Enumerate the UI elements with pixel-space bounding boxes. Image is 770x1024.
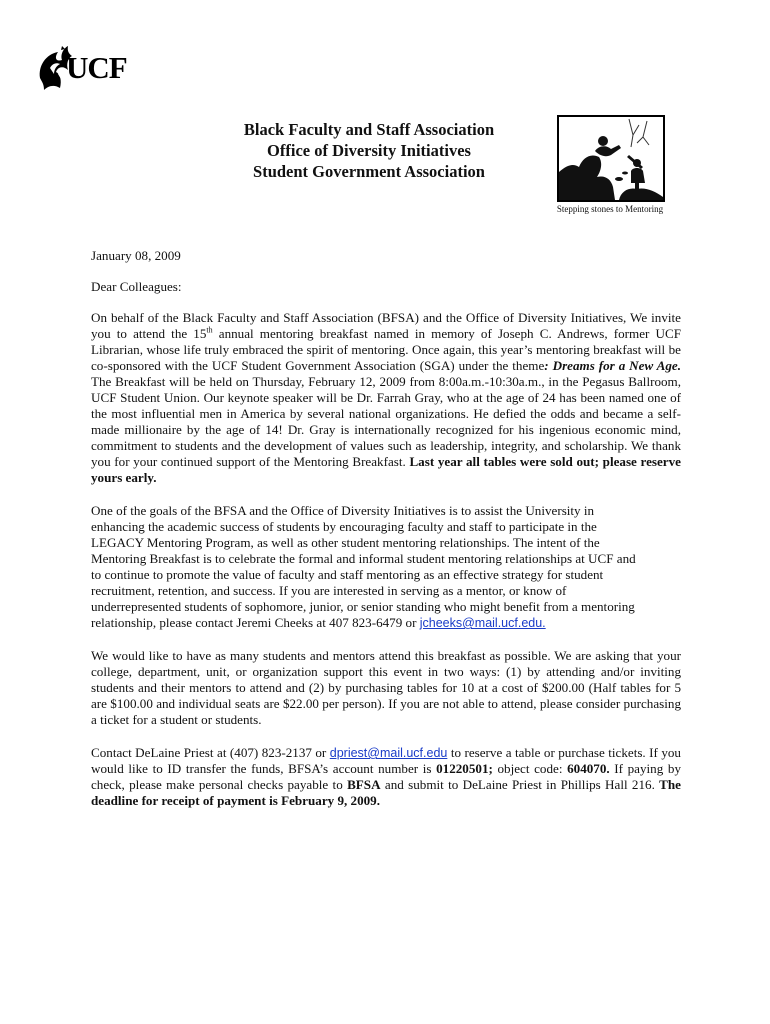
p1-text-c: The Breakfast will be held on Thursday, February 12, 2009 from 8:00a.m.-10:30a.m., in the Pegasus Ballroom, UCF Student Union. Our keynote speaker will be Dr. Farrah Gray, who at the age of 24 has been named one of the most influential men in America by several national organizations. He defied the odds and became a self-made millionaire by the age of 14! Dr. Gray is internationally recognized for his ingenious economic mind, commitment to students and the development of values such as leadership, integrity, and scholarship. We thank you for your continued support of the Mentoring Breakfast. — [91, 374, 681, 469]
event-theme: Dreams for a New Age. — [552, 358, 682, 373]
letterhead — [200, 119, 538, 182]
p2-line-3: LEGACY Mentoring Program, as well as other student mentoring relationships. The intent of the — [91, 535, 600, 550]
illustration-caption: Stepping stones to Mentoring — [556, 204, 664, 214]
p4-text-c: object code: — [492, 761, 568, 776]
p2-line-6: recruitment, retention, and success. If you are interested in serving as a mentor, or know of — [91, 583, 567, 598]
p2-line-8: relationship, please contact Jeremi Cheeks at 407 823-6479 or — [91, 615, 420, 630]
header-line-bfsa: Black Faculty and Staff Association — [243, 120, 495, 139]
p4-text-e: and submit to DeLaine Priest in Phillips Hall 216. — [380, 777, 660, 792]
paragraph-goals — [91, 503, 681, 631]
letter-greeting: Dear Colleagues: — [91, 279, 182, 294]
p2-line-5: to continue to promote the value of faculty and staff mentoring as an effective strategy for student — [91, 567, 604, 582]
mentoring-illustration — [557, 115, 665, 202]
account-number: 01220501; — [436, 761, 493, 776]
p1-text-a: On behalf of the Black Faculty and Staff Association (BFSA) and the Office of Diversity Initiatives, We invite you to attend the 15 — [91, 310, 681, 341]
p2-line-7: underrepresented students of sophomore, junior, or senior standing who might benefit from a mentoring — [91, 599, 635, 614]
stepping-stones-image — [559, 117, 663, 200]
paragraph-contact — [91, 745, 681, 809]
p4-text-d: If paying by check, please make personal checks payable to — [91, 761, 681, 792]
payee-name: BFSA — [347, 777, 381, 792]
object-code: 604070. — [567, 761, 610, 776]
dpriest-email-link[interactable]: dpriest@mail.ucf.edu — [329, 746, 448, 760]
p4-text-b: to reserve a table or purchase tickets. If you would like to ID transfer the funds, BFSA’s account number is — [91, 745, 681, 776]
sold-out-notice: Last year all tables were sold out; please reserve yours early. — [91, 454, 681, 485]
p1-colon: : — [544, 358, 549, 373]
p2-line-2: enhancing the academic success of students by encouraging faculty and staff to participate in the — [91, 519, 597, 534]
jcheeks-email-link[interactable]: jcheeks@mail.ucf.edu. — [419, 616, 546, 630]
letter-date: January 08, 2009 — [91, 248, 181, 263]
header-line-diversity: Office of Diversity Initiatives — [267, 141, 471, 160]
p4-text-a: Contact DeLaine Priest at (407) 823-2137 or — [91, 745, 330, 760]
letter-body — [91, 248, 681, 826]
p2-line-4: Mentoring Breakfast is to celebrate the formal and informal student mentoring relationships at UCF and — [91, 551, 636, 566]
p1-superscript: th — [206, 325, 213, 335]
paragraph-invitation — [91, 310, 681, 486]
header-line-sga: Student Government Association — [253, 162, 485, 181]
paragraph-support: We would like to have as many students and mentors attend this breakfast as possible. We are asking that your college, department, unit, or organization support this event in two ways: (1) by attending and/or inviting students and their mentors to attend and (2) by purchasing tables for 10 at a cost of $200.00 (Half tables for 5 are $100.00 and individual seats are $22.00 per person). If you are not able to attend, please consider purchasing a ticket for a student or students. — [91, 648, 681, 727]
p2-line-1: One of the goals of the BFSA and the Office of Diversity Initiatives is to assist the University in — [91, 503, 595, 518]
payment-deadline: The deadline for receipt of payment is February 9, 2009. — [91, 777, 681, 808]
p1-text-b: annual mentoring breakfast named in memory of Joseph C. Andrews, former UCF Librarian, whose life truly embraced the spirit of mentoring. Once again, this year’s mentoring breakfast will be co-sponsored with the UCF Student Government Association (SGA) under the theme — [91, 326, 681, 373]
ucf-logo-text: UCF — [66, 50, 127, 85]
